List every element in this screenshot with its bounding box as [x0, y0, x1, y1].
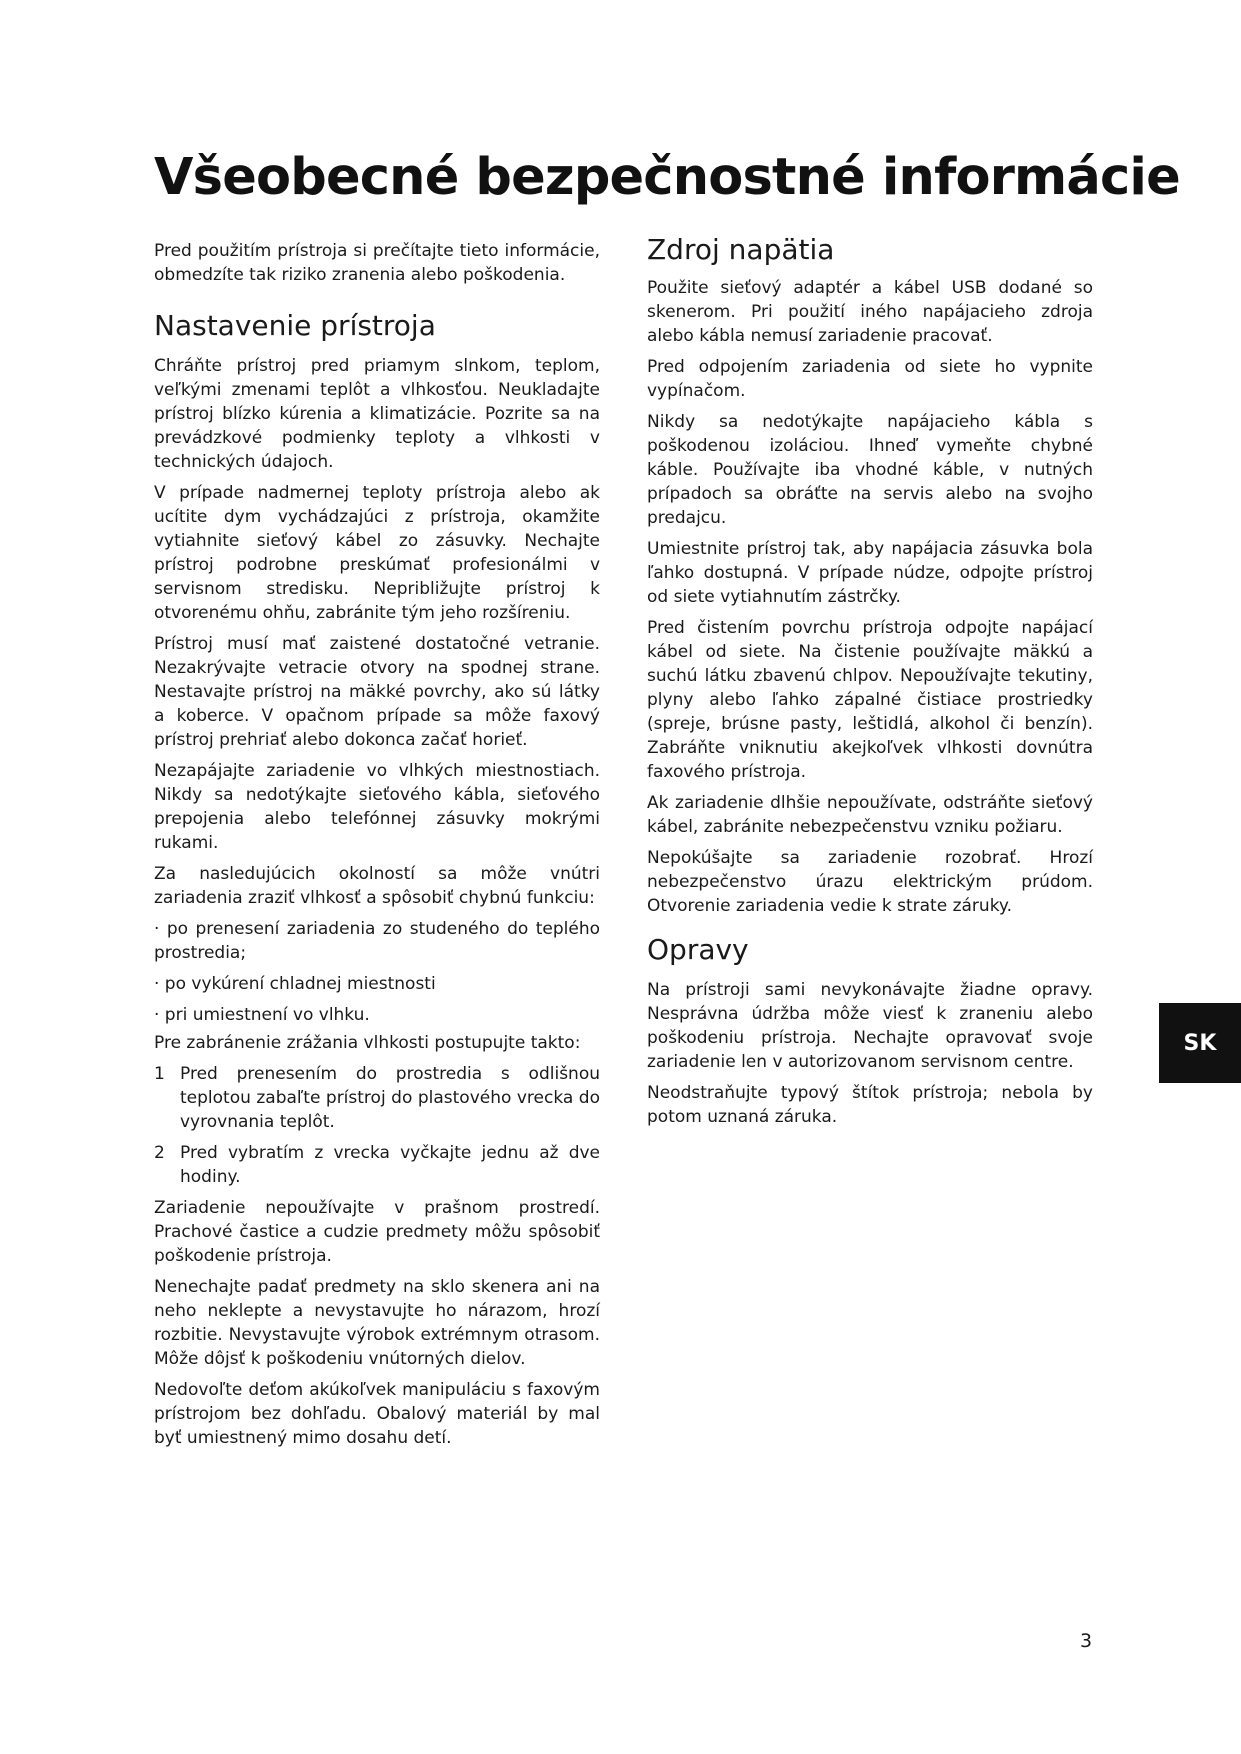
item-number: 2	[154, 1143, 165, 1163]
paragraph: Chráňte prístroj pred priamym slnkom, teplom, veľkými zmenami teplôt a vlhkosťou. Neukladajte prístroj blízko kúrenia a klimatizácie. Pozrite sa na prevádzkové podmienky teploty a vlhkosti v technických údajoch.	[154, 356, 600, 472]
paragraph: Neodstraňujte typový štítok prístroja; nebola by potom uznaná záruka.	[647, 1083, 1093, 1127]
item-text: Pred prenesením do prostredia s odlišnou teplotou zabaľte prístroj do plastového vrecka do vyrovnania teplôt.	[180, 1064, 600, 1132]
section-heading-setup: Nastavenie prístroja	[154, 309, 436, 342]
paragraph: Ak zariadenie dlhšie nepoužívate, odstráňte sieťový kábel, zabránite nebezpečenstvu vzniku požiaru.	[647, 793, 1093, 837]
paragraph: Zariadenie nepoužívajte v prašnom prostredí. Prachové častice a cudzie predmety môžu spôsobiť poškodenie prístroja.	[154, 1198, 600, 1266]
numbered-item	[154, 1062, 600, 1134]
paragraph: Na prístroji sami nevykonávajte žiadne opravy. Nesprávna údržba môže viesť k zraneniu alebo poškodeniu prístroja. Nechajte opravovať svoje zariadenie len v autorizovanom servisnom centre.	[647, 980, 1093, 1072]
item-text: Pred vybratím z vrecka vyčkajte jednu až dve hodiny.	[180, 1143, 600, 1187]
paragraph: Pre zabránenie zrážania vlhkosti postupujte takto:	[154, 1033, 581, 1053]
paragraph: Nedovoľte deťom akúkoľvek manipuláciu s faxovým prístrojom bez dohľadu. Obalový materiál by mal byť umiestnený mimo dosahu detí.	[154, 1380, 600, 1448]
paragraph: Za nasledujúcich okolností sa môže vnútri zariadenia zraziť vlhkosť a spôsobiť chybnú funkciu:	[154, 864, 600, 908]
paragraph: Nezapájajte zariadenie vo vlhkých miestnostiach. Nikdy sa nedotýkajte sieťového kábla, sieťového prepojenia alebo telefónnej zásuvky mokrými rukami.	[154, 761, 600, 853]
paragraph: Použite sieťový adaptér a kábel USB dodané so skenerom. Pri použití iného napájacieho zdroja alebo kábla nemusí zariadenie pracovať.	[647, 278, 1093, 346]
intro-paragraph: Pred použitím prístroja si prečítajte tieto informácie, obmedzíte tak riziko zranenia alebo poškodenia.	[154, 241, 600, 285]
right-column	[647, 232, 1093, 1136]
paragraph: Umiestnite prístroj tak, aby napájacia zásuvka bola ľahko dostupná. V prípade núdze, odpojte prístroj od siete vytiahnutím zástrčky.	[647, 539, 1093, 607]
left-column	[154, 239, 600, 1457]
section-heading-power: Zdroj napätia	[647, 233, 835, 266]
paragraph: Nepokúšajte sa zariadenie rozobrať. Hrozí nebezpečenstvo úrazu elektrickým prúdom. Otvorenie zariadenia vedie k strate záruky.	[647, 848, 1093, 916]
paragraph: Pred odpojením zariadenia od siete ho vypnite vypínačom.	[647, 357, 1093, 401]
page-number: 3	[1080, 1630, 1093, 1652]
paragraph: Prístroj musí mať zaistené dostatočné vetranie. Nezakrývajte vetracie otvory na spodnej strane. Nestavajte prístroj na mäkké povrchy, ako sú látky a koberce. V opačnom prípade sa môže faxový prístroj prehriať alebo dokonca začať horieť.	[154, 634, 600, 750]
bullet-item: · po prenesení zariadenia zo studeného do teplého prostredia;	[154, 919, 600, 963]
section-heading-repairs: Opravy	[647, 933, 749, 966]
bullet-item: · po vykúrení chladnej miestnosti	[154, 974, 436, 994]
paragraph: Nikdy sa nedotýkajte napájacieho kábla s poškodenou izoláciou. Ihneď vymeňte chybné káble. Používajte iba vhodné káble, v nutných prípadoch sa obráťte na servis alebo na svojho predajcu.	[647, 412, 1093, 528]
bullet-item: · pri umiestnení vo vlhku.	[154, 1005, 370, 1025]
item-number: 1	[154, 1064, 165, 1084]
language-tab: SK	[1159, 1003, 1241, 1083]
page-title: Všeobecné bezpečnostné informácie	[154, 148, 1180, 207]
paragraph: V prípade nadmernej teploty prístroja alebo ak ucítite dym vychádzajúci z prístroja, okamžite vytiahnite sieťový kábel zo zásuvky. Nechajte prístroj podrobne preskúmať profesionálmi v servisnom stredisku. Nepribližujte prístroj k otvorenému ohňu, zabránite tým jeho rozšíreniu.	[154, 483, 600, 623]
paragraph: Pred čistením povrchu prístroja odpojte napájací kábel od siete. Na čistenie používajte mäkkú a suchú látku zbavenú chlpov. Nepoužívajte tekutiny, plyny alebo ľahko zápalné čistiace prostriedky (spreje, brúsne pasty, leštidlá, alkohol či benzín). Zabráňte vniknutiu akejkoľvek vlhkosti dovnútra faxového prístroja.	[647, 618, 1093, 782]
numbered-item	[154, 1141, 600, 1189]
paragraph: Nenechajte padať predmety na sklo skenera ani na neho neklepte a nevystavujte ho nárazom, hrozí rozbitie. Nevystavujte výrobok extrémnym otrasom. Môže dôjsť k poškodeniu vnútorných dielov.	[154, 1277, 600, 1369]
